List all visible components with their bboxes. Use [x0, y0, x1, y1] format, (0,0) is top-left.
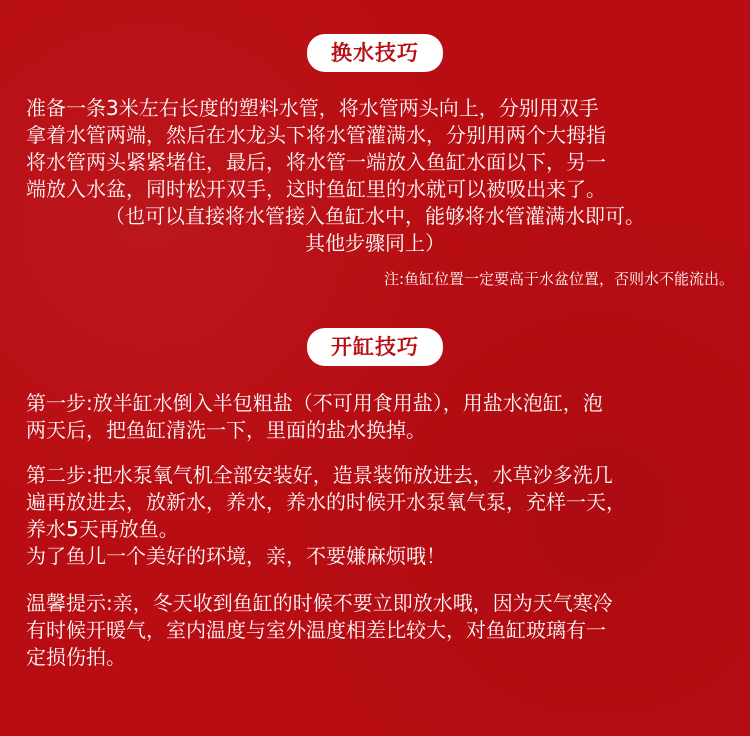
- warm-tip: [26, 590, 726, 671]
- water-change-note: 注:鱼缸位置一定要高于水盆位置，否则水不能流出。: [383, 270, 734, 288]
- instruction-line: 端放入水盆，同时松开双手，这时鱼缸里的水就可以被吸出来了。: [26, 177, 606, 201]
- water-change-instructions: [26, 95, 726, 203]
- water-change-alternative: [20, 203, 730, 257]
- step-line: 两天后，把鱼缸清洗一下，里面的盐水换掉。: [26, 418, 426, 442]
- step-line: 遍再放进去，放新水，养水，养水的时候开水泵氧气泵，充样一天，: [26, 490, 626, 514]
- instruction-line: 拿着水管两端，然后在水龙头下将水管灌满水，分别用两个大拇指: [26, 123, 606, 147]
- tip-line: 定损伤拍。: [26, 645, 126, 669]
- tip-line: 有时候开暖气，室内温度与室外温度相差比较大，对鱼缸玻璃有一: [26, 618, 606, 642]
- instruction-line: 准备一条3米左右长度的塑料水管，将水管两头向上，分别用双手: [26, 96, 599, 120]
- section-title-tank-setup: 开缸技巧: [307, 328, 443, 366]
- step-line: 第二步:把水泵氧气机全部安装好，造景装饰放进去，水草沙多洗几: [26, 463, 613, 487]
- step-line: 第一步:放半缸水倒入半包粗盐（不可用食用盐），用盐水泡缸，泡: [26, 391, 603, 415]
- setup-step-1: [26, 390, 726, 444]
- instruction-line: 将水管两头紧紧堵住，最后，将水管一端放入鱼缸水面以下，另一: [26, 150, 606, 174]
- step-line: 养水5天再放鱼。: [26, 517, 179, 541]
- setup-step-2: [26, 462, 726, 570]
- alternative-line: 其他步骤同上）: [305, 231, 445, 255]
- tip-line: 温馨提示:亲，冬天收到鱼缸的时候不要立即放水哦，因为天气寒冷: [26, 591, 613, 615]
- section-title-water-change: 换水技巧: [307, 34, 443, 72]
- alternative-line: （也可以直接将水管接入鱼缸水中，能够将水管灌满水即可。: [105, 204, 645, 228]
- step-line: 为了鱼儿一个美好的环境，亲，不要嫌麻烦哦！: [26, 544, 446, 568]
